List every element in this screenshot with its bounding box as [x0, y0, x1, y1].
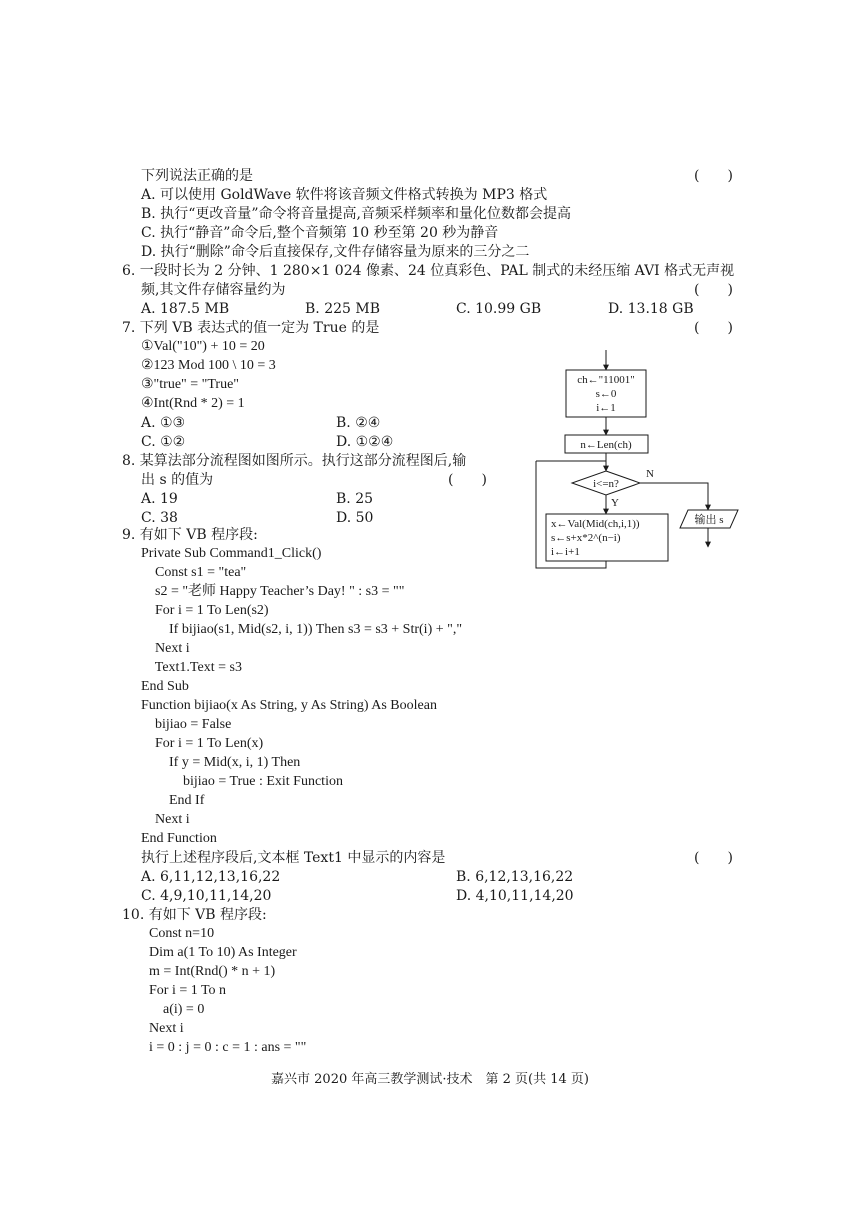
- q7-item-4: ④Int(Rnd * 2) = 1: [141, 396, 245, 411]
- q9-code-line-3: s2 = "老师 Happy Teacher’s Day! " : s3 = "": [141, 584, 405, 599]
- q7-item-2: ②123 Mod 100 \ 10 = 3: [141, 358, 276, 373]
- q10-code-line-1: Const n=10: [149, 926, 215, 941]
- flow-output-text: 输出 s: [694, 514, 724, 526]
- q6-option-b: B. 225 MB: [305, 301, 380, 317]
- q10-code-line-6: Next i: [149, 1021, 184, 1036]
- q9-code-line-14: End If: [141, 793, 205, 808]
- flow-condition-text: i<=n?: [593, 478, 619, 490]
- q5-stem: 下列说法正确的是: [141, 168, 253, 184]
- q9-option-b: B. 6,12,13,16,22: [456, 869, 574, 885]
- q7-item-3: ③"true" = "True": [141, 377, 240, 392]
- flow-no-arrow: [640, 483, 708, 510]
- q10-code-line-3: m = Int(Rnd() * n + 1): [149, 964, 276, 979]
- answer-paren-q5: ( ): [694, 168, 733, 184]
- flowchart: [530, 350, 760, 575]
- answer-paren-q7: ( ): [694, 320, 733, 336]
- q9-code-line-11: For i = 1 To Len(x): [141, 736, 264, 751]
- answer-paren-q9: ( ): [694, 850, 733, 866]
- q9-code-line-1: Private Sub Command1_Click(): [141, 546, 322, 561]
- q7-item-1: ①Val("10") + 10 = 20: [141, 339, 265, 354]
- flow-yes-label: Y: [611, 497, 619, 509]
- q9-code-line-16: End Function: [141, 831, 217, 846]
- q9-code-line-8: End Sub: [141, 679, 189, 694]
- q9-code-line-12: If y = Mid(x, i, 1) Then: [141, 755, 301, 770]
- q8-stem-line2: 出 s 的值为: [141, 472, 214, 488]
- page-footer: 嘉兴市 2020 年高三教学测试·技术 第 2 页(共 14 页): [271, 1072, 589, 1087]
- q9-code-line-9: Function bijiao(x As String, y As String) As Boolean: [141, 698, 437, 713]
- q9-stem: 9. 有如下 VB 程序段:: [122, 527, 258, 543]
- flow-init-line-1: ch←"11001": [577, 374, 635, 386]
- flow-body-line-1: x←Val(Mid(ch,i,1)): [551, 518, 640, 530]
- q7-option-b: B. ②④: [336, 415, 381, 431]
- flow-init-line-2: s←0: [595, 388, 617, 400]
- q9-option-a: A. 6,11,12,13,16,22: [141, 869, 281, 885]
- flow-len-text: n←Len(ch): [580, 439, 632, 451]
- q9-code-line-7: Text1.Text = s3: [141, 660, 242, 675]
- q10-stem: 10. 有如下 VB 程序段:: [122, 907, 267, 923]
- q8-option-a: A. 19: [141, 491, 178, 507]
- flow-body-line-2: s←s+x*2^(n−i): [551, 532, 621, 544]
- flow-body-line-3: i←i+1: [551, 546, 580, 558]
- q8-stem-line1: 8. 某算法部分流程图如图所示。执行这部分流程图后,输: [122, 453, 467, 469]
- q7-option-c: C. ①②: [141, 434, 186, 450]
- q5-option-d: D. 执行“删除”命令后直接保存,文件存储容量为原来的三分之二: [141, 244, 530, 260]
- q7-stem: 7. 下列 VB 表达式的值一定为 True 的是: [122, 320, 380, 336]
- q8-option-b: B. 25: [336, 491, 374, 507]
- q9-code-line-10: bijiao = False: [141, 717, 232, 732]
- q8-option-c: C. 38: [141, 510, 178, 526]
- q5-option-c: C. 执行“静音”命令后,整个音频第 10 秒至第 20 秒为静音: [141, 225, 499, 241]
- q7-option-a: A. ①③: [141, 415, 186, 431]
- q9-option-c: C. 4,9,10,11,14,20: [141, 888, 272, 904]
- q5-option-a: A. 可以使用 GoldWave 软件将该音频文件格式转换为 MP3 格式: [141, 187, 548, 203]
- q9-code-line-2: Const s1 = "tea": [141, 565, 247, 580]
- q6-option-a: A. 187.5 MB: [141, 301, 230, 317]
- flow-init-line-3: i←1: [596, 402, 616, 414]
- q9-code-line-6: Next i: [141, 641, 190, 656]
- q5-option-b: B. 执行“更改音量”命令将音量提高,音频采样频率和量化位数都会提高: [141, 206, 571, 222]
- q9-code-line-5: If bijiao(s1, Mid(s2, i, 1)) Then s3 = s3 + Str(i) + ",": [141, 622, 463, 637]
- answer-paren-q6: ( ): [694, 282, 733, 298]
- q10-code-line-7: i = 0 : j = 0 : c = 1 : ans = "": [149, 1040, 307, 1055]
- q9-code-line-15: Next i: [141, 812, 190, 827]
- q6-option-d: D. 13.18 GB: [608, 301, 694, 317]
- flow-no-label: N: [646, 468, 654, 480]
- q9-option-d: D. 4,10,11,14,20: [456, 888, 574, 904]
- q10-code-line-2: Dim a(1 To 10) As Integer: [149, 945, 297, 960]
- q6-option-c: C. 10.99 GB: [456, 301, 542, 317]
- q6-stem-line1: 6. 一段时长为 2 分钟、1 280×1 024 像素、24 位真彩色、PAL 制式的未经压缩 AVI 格式无声视: [122, 263, 735, 279]
- q9-code-line-13: bijiao = True : Exit Function: [141, 774, 343, 789]
- q7-option-d: D. ①②④: [336, 434, 394, 450]
- q9-question: 执行上述程序段后,文本框 Text1 中显示的内容是: [141, 850, 446, 866]
- q10-code-line-5: a(i) = 0: [149, 1002, 205, 1017]
- q9-code-line-4: For i = 1 To Len(s2): [141, 603, 269, 618]
- q6-stem-line2: 频,其文件存储容量约为: [141, 282, 286, 298]
- q10-code-line-4: For i = 1 To n: [149, 983, 227, 998]
- q8-option-d: D. 50: [336, 510, 374, 526]
- answer-paren-q8: ( ): [448, 472, 487, 488]
